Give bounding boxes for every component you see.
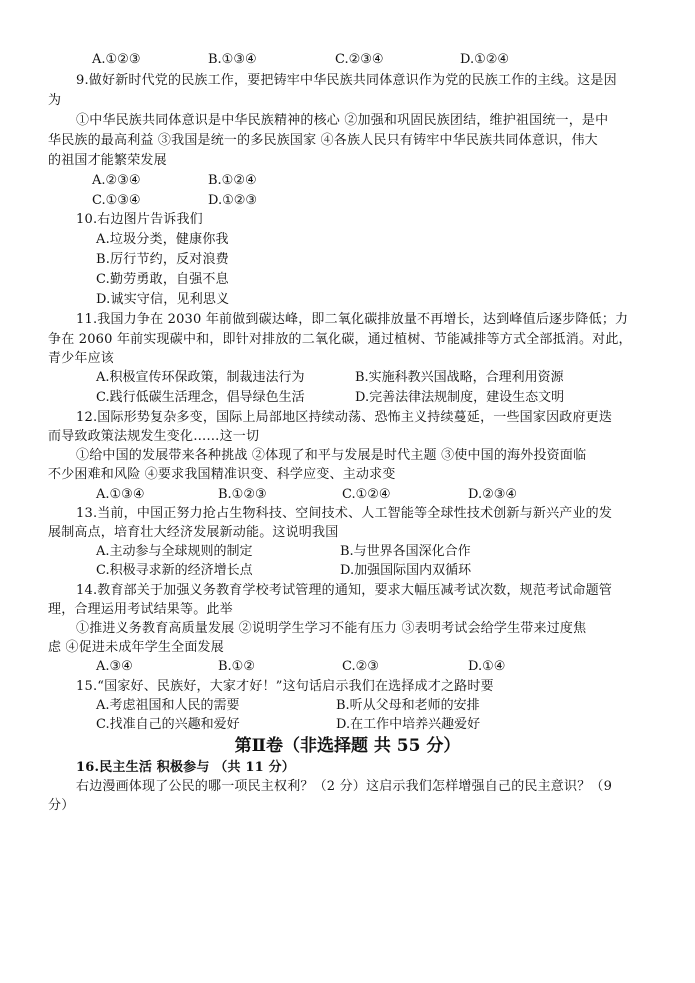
q9-statement-line1: ①中华民族共同体意识是中华民族精神的核心 ②加强和巩固民族团结，维护祖国统一，是中 xyxy=(76,113,609,128)
q15-stem: 15.“国家好、民族好，大家才好！”这句话启示我们在选择成才之路时要 xyxy=(76,679,494,694)
q13-option-a: A.主动参与全球规则的制定 xyxy=(96,544,253,559)
q14-option-c: C.②③ xyxy=(342,659,379,674)
q8-option-c: C.②③④ xyxy=(335,52,384,67)
q9-statement-line2: 华民族的最高利益 ③我国是统一的多民族国家 ④各族人民只有铸牢中华民族共同体意识，伟大 xyxy=(48,133,598,148)
q9-option-b: B.①②④ xyxy=(208,173,257,188)
q13-stem-line1: 13.当前，中国正努力抢占生物科技、空间技术、人工智能等全球性技术创新与新兴产业的发 xyxy=(76,506,613,521)
q15-option-b: B.听从父母和老师的安排 xyxy=(336,698,480,713)
q8-option-b: B.①③④ xyxy=(208,52,257,67)
q14-statement-line1: ①推进义务教育高质量发展 ②说明学生学习不能有压力 ③表明考试会给学生带来过度焦 xyxy=(76,621,587,636)
q9-stem-line1: 9.做好新时代党的民族工作，要把铸牢中华民族共同体意识作为党的民族工作的主线。这是因 xyxy=(76,73,617,88)
q13-stem-line2: 展制高点，培育壮大经济发展新动能。这说明我国 xyxy=(48,525,339,540)
q13-option-c: C.积极寻求新的经济增长点 xyxy=(96,563,253,578)
q15-option-d: D.在工作中培养兴趣爱好 xyxy=(336,717,481,732)
q10-option-a: A.垃圾分类，健康你我 xyxy=(96,232,229,247)
q14-option-a: A.③④ xyxy=(96,659,133,674)
q11-option-c: C.践行低碳生活理念，倡导绿色生活 xyxy=(96,390,305,405)
q12-statement-line2: 不少困难和风险 ④要求我国精准识变、科学应变、主动求变 xyxy=(48,467,396,482)
q13-option-d: D.加强国际国内双循环 xyxy=(340,563,472,578)
q11-stem-line2: 争在 2060 年前实现碳中和，即针对排放的二氧化碳，通过植树、节能减排等方式全部抵消。对此， xyxy=(48,332,632,347)
q10-stem: 10.右边图片告诉我们 xyxy=(76,212,203,227)
q12-option-b: B.①②③ xyxy=(218,487,267,502)
q11-stem-line3: 青少年应该 xyxy=(48,351,115,366)
q9-statement-line3: 的祖国才能繁荣发展 xyxy=(48,153,167,168)
q14-option-d: D.①④ xyxy=(468,659,506,674)
part2-title: 第Ⅱ卷（非选择题 共 55 分） xyxy=(234,736,461,756)
q9-option-a: A.②③④ xyxy=(92,173,141,188)
q12-option-a: A.①③④ xyxy=(96,487,145,502)
q12-stem-line2: 而导致政策法规发生变化……这一切 xyxy=(48,429,260,444)
q9-option-c: C.①③④ xyxy=(92,193,141,208)
q13-option-b: B.与世界各国深化合作 xyxy=(340,544,471,559)
q16-heading: 16.民主生活 积极参与 （共 11 分） xyxy=(76,760,296,775)
q12-statement-line1: ①给中国的发展带来各种挑战 ②体现了和平与发展是时代主题 ③使中国的海外投资面临 xyxy=(76,448,587,463)
q11-option-a: A.积极宣传环保政策，制裁违法行为 xyxy=(96,370,305,385)
q12-option-d: D.②③④ xyxy=(468,487,518,502)
q10-option-d: D.诚实守信，见利思义 xyxy=(96,292,230,307)
q12-stem-line1: 12.国际形势复杂多变，国际上局部地区持续动荡、恐怖主义持续蔓延，一些国家因政府更迭 xyxy=(76,410,613,425)
q14-stem-line1: 14.教育部关于加强义务教育学校考试管理的通知，要求大幅压减考试次数，规范考试命题管 xyxy=(76,583,613,598)
q12-option-c: C.①②④ xyxy=(342,487,391,502)
q9-option-d: D.①②③ xyxy=(208,193,258,208)
q15-option-a: A.考虑祖国和人民的需要 xyxy=(96,698,240,713)
q16-question-line1: 右边漫画体现了公民的哪一项民主权利？（2 分）这启示我们怎样增强自己的民主意识？（9 xyxy=(76,779,613,794)
q8-option-d: D.①②④ xyxy=(460,52,510,67)
q14-stem-line2: 理，合理运用考试结果等。此举 xyxy=(48,602,233,617)
q10-option-c: C.勤劳勇敢，自强不息 xyxy=(96,272,229,287)
q11-option-b: B.实施科教兴国战略，合理利用资源 xyxy=(355,370,564,385)
q11-option-d: D.完善法律法规制度，建设生态文明 xyxy=(355,390,565,405)
q9-stem-line2: 为 xyxy=(48,93,62,108)
q14-statement-line2: 虑 ④促进未成年学生全面发展 xyxy=(48,640,224,655)
q11-stem-line1: 11.我国力争在 2030 年前做到碳达峰，即二氧化碳排放量不再增长，达到峰值后逐步降低；力 xyxy=(76,312,629,327)
q16-question-line2: 分） xyxy=(48,798,75,813)
q8-option-a: A.①②③ xyxy=(92,52,141,67)
q14-option-b: B.①② xyxy=(218,659,255,674)
q10-option-b: B.厉行节约，反对浪费 xyxy=(96,252,229,267)
q15-option-c: C.找准自己的兴趣和爱好 xyxy=(96,717,240,732)
